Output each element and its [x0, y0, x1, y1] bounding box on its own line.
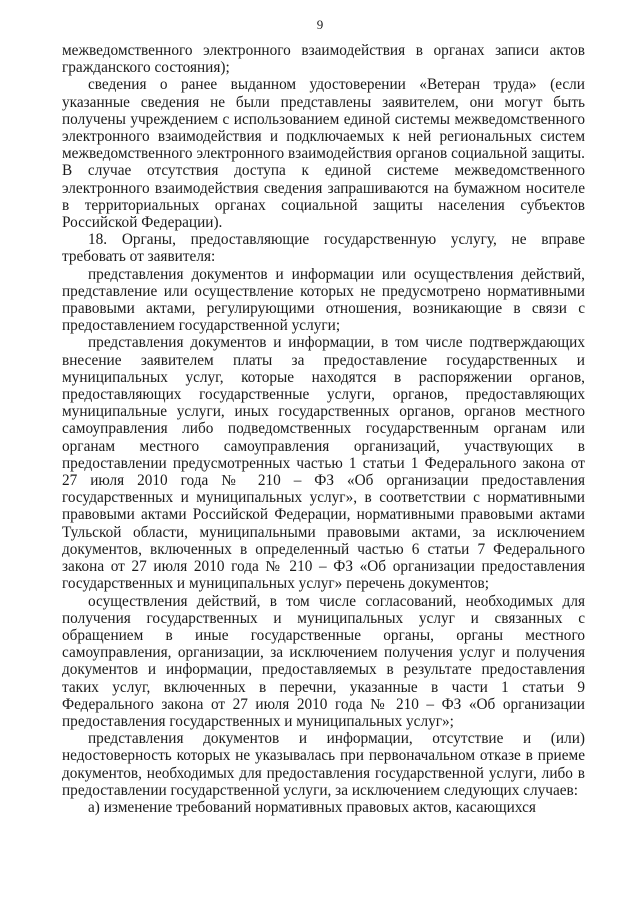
page-number: 9 — [316, 17, 324, 32]
paragraph-documents-actions: представления документов и информации или осуществления действий, представление или осуществление которых не предусмотрено нормативными правовыми актами, регулирующими отношения, возникающие в связи с предоставлением государственной услуги; — [62, 265, 585, 335]
paragraph-veteran-certificate: сведения о ранее выданном удостоверении «Ветеран труда» (если указанные сведения не были представлены заявителем, они могут быть получены учреждением с использованием единой системы межведомственного электронного взаимодействия и подключаемых к ней региональных систем межведомственного электронного взаимодействия органов социальной защиты. В случае отсутствия доступа к единой системе межведомственного электронного взаимодействия сведения запрашиваются на бумажном носителе в территориальных органах социальной защиты населения субъектов Российской Федерации). — [62, 76, 585, 232]
paragraph-approvals: осуществления действий, в том числе согласований, необходимых для получения государственных и муниципальных услуг и связанных с обращением в иные государственные органы, органы местного самоуправления, организации, за исключением получения услуг и получения документов и информации, предоставляемых в результате предоставления таких услуг, включенных в перечни, указанные в части 1 статьи 9 Федерального закона от 27 июля 2010 года № 210 – ФЗ «Об организации предоставления государственных и муниципальных услуг»; — [62, 592, 585, 730]
paragraph-item-18: 18. Органы, предоставляющие государственную услугу, не вправе требовать от заявителя: — [62, 231, 585, 266]
paragraph-inaccuracy: представления документов и информации, отсутствие и (или) недостоверность которых не указывалась при первоначальном отказе в приеме документов, необходимых для предоставления государственной услуги, либо в предоставлении государственной услуги, за исключением следующих случаев: — [62, 730, 585, 799]
paragraph-case-a: а) изменение требований нормативных правовых актов, касающихся — [88, 798, 536, 816]
paragraph-payment-documents: представления документов и информации, в том числе подтверждающих внесение заявителем платы за предоставление государственных и муниципальных услуг, которые находятся в распоряжении органов, предоставляющих государственные услуги, органов, предоставляющих муниципальные услуги, иных государственных органов, органов местного самоуправления либо подведомственных государственным органам или органам местного самоуправления организаций, участвующих в предоставлении предусмотренных частью 1 статьи 1 Федерального закона от 27 июля 2010 года № 210 – ФЗ «Об организации предоставления государственных и муниципальных услуг», в соответствии с нормативными правовыми актами Российской Федерации, нормативными правовыми актами Тульской области, муниципальными правовыми актами, за исключением документов, включенных в определенный частью 6 статьи 7 Федерального закона от 27 июля 2010 года № 210 – ФЗ «Об организации предоставления государственных и муниципальных услуг» перечень документов; — [62, 334, 585, 593]
document-body — [62, 42, 585, 816]
paragraph-continuation: межведомственного электронного взаимодействия в органах записи актов гражданского состояния); — [62, 42, 585, 77]
